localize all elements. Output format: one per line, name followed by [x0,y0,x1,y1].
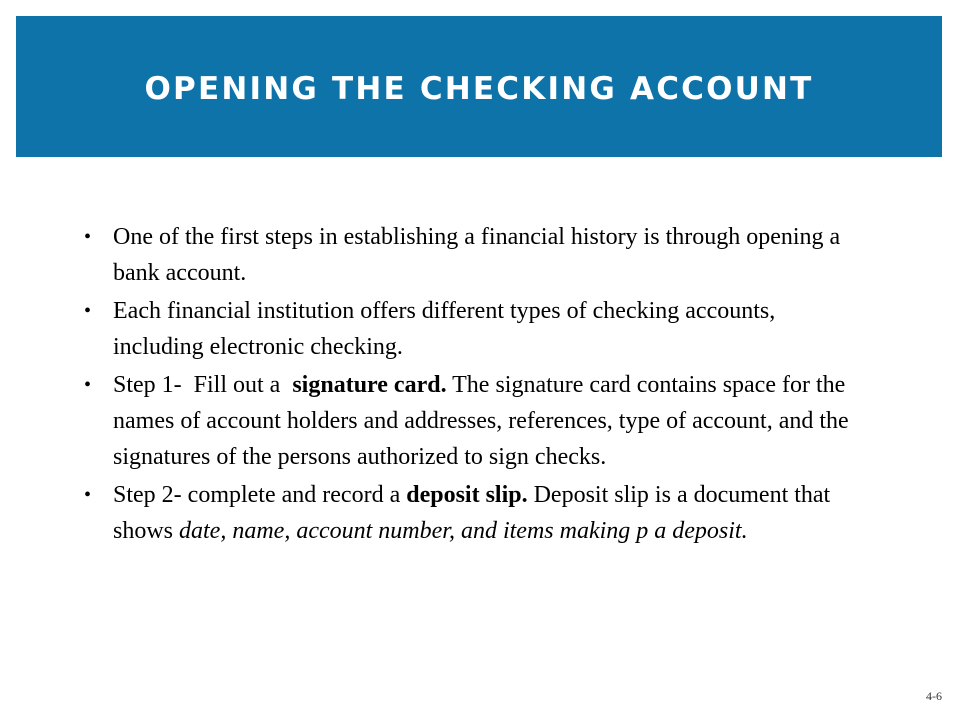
bullet-item-financial-history [84,219,854,291]
title-banner [16,16,942,157]
bullet-item-account-types [84,293,854,365]
bullet-icon: • [84,226,92,248]
deposit-slip-details: date, name, account number, and items making p a deposit. [179,518,748,544]
page-number: 4-6 [926,689,942,703]
deposit-slip-term: deposit slip. [406,482,528,508]
bullet-icon: • [84,484,92,506]
bullet-text: Each financial institution offers different types of checking accounts, including electronic checking. [113,298,776,360]
bullet-list [84,219,854,551]
bullet-icon: • [84,300,92,322]
slide-title: OPENING THE CHECKING ACCOUNT [144,70,814,107]
bullet-text-prefix: Step 1- Fill out a [113,372,293,398]
bullet-text-middle: Deposit slip is a document that shows [113,482,831,544]
bullet-text-prefix: Step 2- complete and record a [113,482,407,508]
bullet-text: One of the first steps in establishing a financial history is through opening a bank account. [113,224,841,286]
bullet-item-step-1 [84,367,854,475]
bullet-text-suffix: The signature card contains space for the names of account holders and addresses, references, type of account, and the signatures of the persons authorized to sign checks. [113,372,849,470]
bullet-icon: • [84,374,92,396]
bullet-item-step-2 [84,477,854,549]
signature-card-term: signature card. [292,372,447,398]
